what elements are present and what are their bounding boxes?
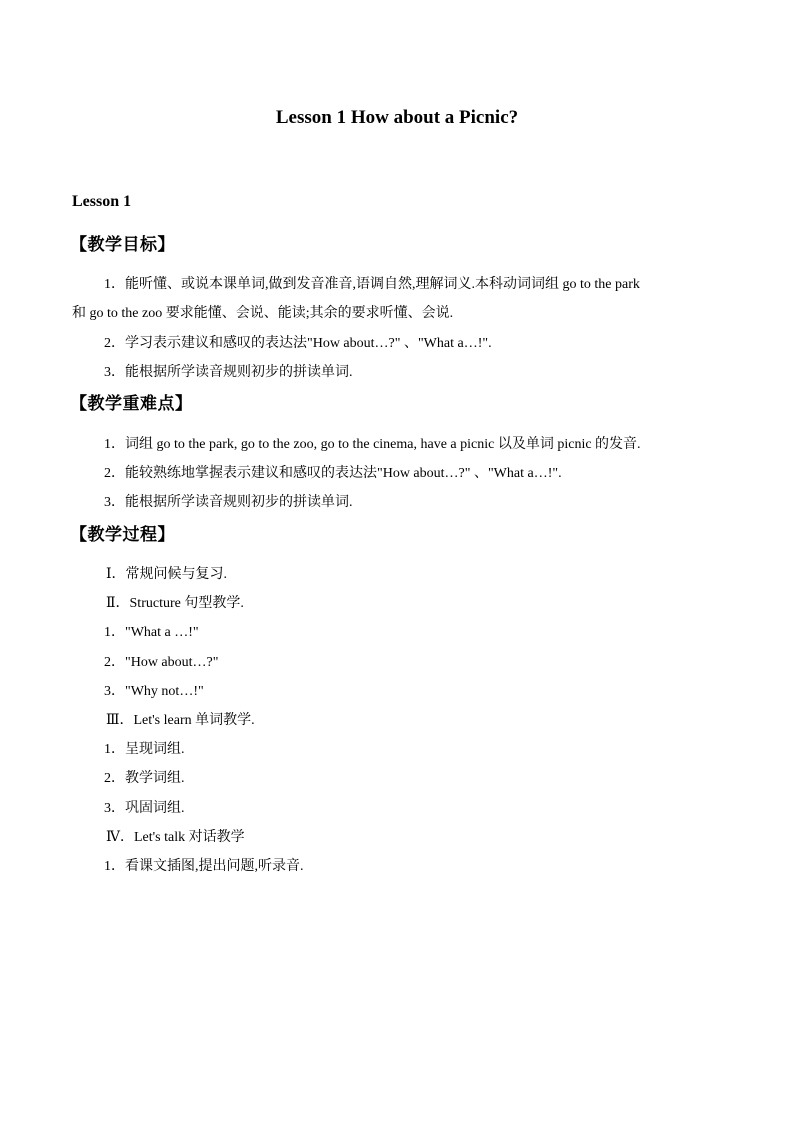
process-line-11: 1．看课文插图,提出问题,听录音. bbox=[104, 859, 304, 874]
key-points-line-3: 3．能根据所学读音规则初步的拼读单词. bbox=[104, 495, 353, 510]
process-line-4: 2．"How about…?" bbox=[104, 655, 219, 670]
process-line-9: 3．巩固词组. bbox=[104, 801, 185, 816]
objectives-line-1: 1．能听懂、或说本课单词,做到发音准音,语调自然,理解词义.本科动词词组 go to the park bbox=[104, 277, 640, 292]
section-heading-process: 【教学过程】 bbox=[70, 525, 175, 544]
objectives-line-1-cont: 和 go to the zoo 要求能懂、会说、能读;其余的要求听懂、会说. bbox=[72, 306, 454, 321]
process-line-2: Ⅱ．Structure 句型教学. bbox=[106, 596, 244, 611]
process-line-8: 2．教学词组. bbox=[104, 771, 185, 786]
process-line-7: 1．呈现词组. bbox=[104, 742, 185, 757]
process-line-1: Ⅰ．常规问候与复习. bbox=[106, 567, 228, 582]
objectives-line-2: 2．学习表示建议和感叹的表达法"How about…?" 、"What a…!". bbox=[104, 336, 492, 351]
document-title: Lesson 1 How about a Picnic? bbox=[275, 107, 519, 128]
process-line-3: 1．"What a …!" bbox=[104, 625, 199, 640]
key-points-line-2: 2．能较熟练地掌握表示建议和感叹的表达法"How about…?" 、"What a…!". bbox=[104, 466, 562, 481]
section-heading-key-points: 【教学重难点】 bbox=[70, 394, 193, 413]
objectives-line-3: 3．能根据所学读音规则初步的拼读单词. bbox=[104, 365, 353, 380]
key-points-line-1: 1．词组 go to the park, go to the zoo, go to the cinema, have a picnic 以及单词 picnic 的发音. bbox=[104, 437, 641, 452]
process-line-6: Ⅲ．Let's learn 单词教学. bbox=[106, 713, 255, 728]
process-line-10: Ⅳ．Let's talk 对话教学 bbox=[106, 830, 245, 845]
section-heading-objectives: 【教学目标】 bbox=[70, 235, 175, 254]
lesson-heading: Lesson 1 bbox=[72, 193, 132, 210]
process-line-5: 3．"Why not…!" bbox=[104, 684, 204, 699]
